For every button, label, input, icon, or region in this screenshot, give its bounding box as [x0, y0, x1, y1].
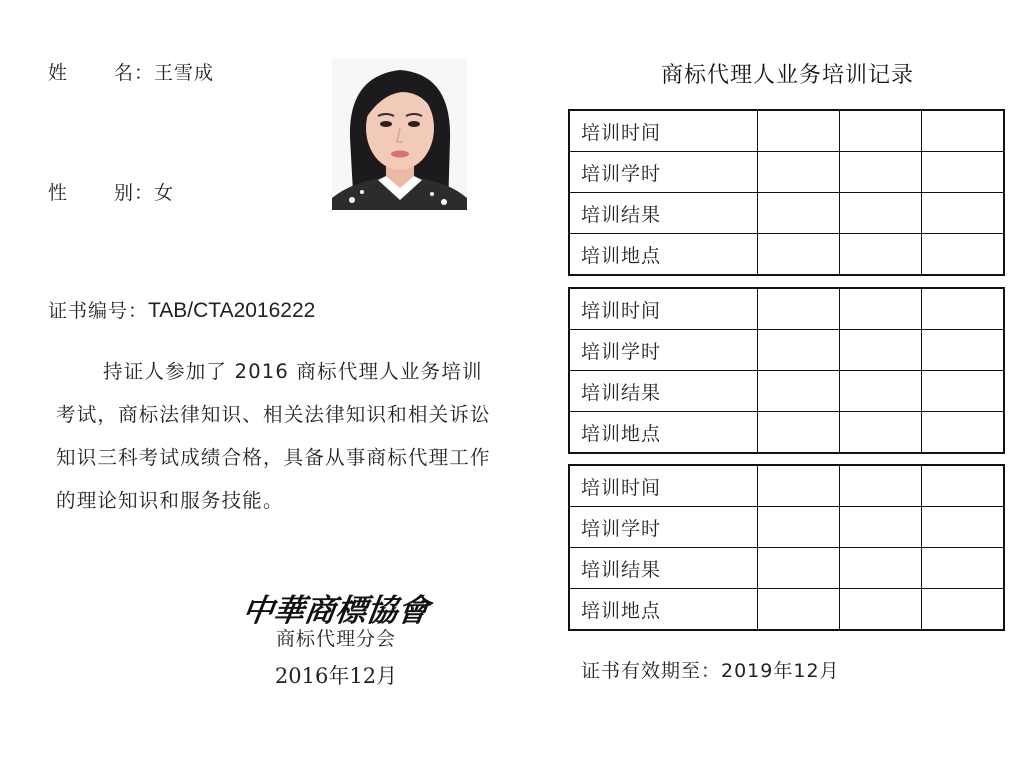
certificate-statement: 持证人参加了 2016 商标代理人业务培训考试，商标法律知识、相关法律知识和相关诉讼知识三科考试成绩合格，具备从事商标代理工作的理论知识和服务技能。 [56, 360, 491, 512]
table-row [569, 152, 1004, 193]
table-row [569, 110, 1004, 152]
row-label-result: 培训结果 [569, 193, 758, 234]
record-cell [840, 507, 922, 548]
association-seal-text: 中華商標協會 [239, 593, 432, 629]
table-row [569, 288, 1004, 330]
record-cell [922, 412, 1004, 454]
name-field [48, 58, 214, 85]
record-cell [922, 507, 1004, 548]
table-row [569, 330, 1004, 371]
record-cell [758, 234, 840, 276]
record-cell [758, 288, 840, 330]
record-cell [758, 110, 840, 152]
row-label-result: 培训结果 [569, 548, 758, 589]
certificate-number [48, 296, 315, 323]
row-label-hours: 培训学时 [569, 507, 758, 548]
record-cell [758, 465, 840, 507]
record-cell [840, 371, 922, 412]
row-label-location: 培训地点 [569, 234, 758, 276]
training-record-table-3 [568, 464, 1005, 631]
row-label-hours: 培训学时 [569, 330, 758, 371]
row-label-time: 培训时间 [569, 110, 758, 152]
record-cell [758, 330, 840, 371]
record-cell [758, 193, 840, 234]
records-title: 商标代理人业务培训记录 [660, 63, 914, 88]
table-row [569, 507, 1004, 548]
record-cell [840, 110, 922, 152]
gender-label-1: 性 [48, 182, 69, 204]
record-cell [840, 288, 922, 330]
record-cell [922, 330, 1004, 371]
record-cell [922, 288, 1004, 330]
row-label-location: 培训地点 [569, 589, 758, 631]
gender-value: 女 [154, 182, 175, 204]
gender-label-2: 别： [114, 182, 155, 204]
record-cell [758, 371, 840, 412]
record-cell [840, 465, 922, 507]
table-row [569, 548, 1004, 589]
row-label-time: 培训时间 [569, 288, 758, 330]
name-label-2: 名： [114, 62, 155, 84]
issue-date: 2016年12月 [274, 664, 398, 688]
training-record-table-2 [568, 287, 1005, 454]
record-cell [840, 548, 922, 589]
row-label-hours: 培训学时 [569, 152, 758, 193]
record-cell [922, 234, 1004, 276]
record-cell [922, 465, 1004, 507]
table-row [569, 589, 1004, 631]
record-cell [922, 548, 1004, 589]
record-cell [922, 152, 1004, 193]
record-cell [758, 548, 840, 589]
gender-field [48, 178, 174, 205]
record-cell [840, 330, 922, 371]
record-cell [840, 412, 922, 454]
record-cell [758, 412, 840, 454]
record-cell [922, 371, 1004, 412]
record-cell [840, 589, 922, 631]
certificate-number-label: 证书编号： [48, 300, 149, 322]
row-label-result: 培训结果 [569, 371, 758, 412]
certificate-number-value: TAB/CTA2016222 [148, 299, 316, 322]
record-cell [758, 507, 840, 548]
row-label-location: 培训地点 [569, 412, 758, 454]
record-cell [840, 234, 922, 276]
portrait-image [332, 58, 467, 210]
holder-photo [332, 58, 467, 210]
record-cell [922, 589, 1004, 631]
record-cell [922, 110, 1004, 152]
record-cell [922, 193, 1004, 234]
validity-date: 证书有效期至：2019年12月 [581, 660, 840, 682]
row-label-time: 培训时间 [569, 465, 758, 507]
record-cell [758, 152, 840, 193]
name-label-1: 姓 [48, 62, 69, 84]
table-row [569, 412, 1004, 454]
training-record-table-1 [568, 109, 1005, 276]
issuer-branch: 商标代理分会 [275, 628, 396, 650]
record-cell [758, 589, 840, 631]
record-cell [840, 152, 922, 193]
name-value: 王雪成 [154, 62, 215, 84]
table-row [569, 234, 1004, 276]
record-cell [840, 193, 922, 234]
table-row [569, 465, 1004, 507]
table-row [569, 193, 1004, 234]
table-row [569, 371, 1004, 412]
